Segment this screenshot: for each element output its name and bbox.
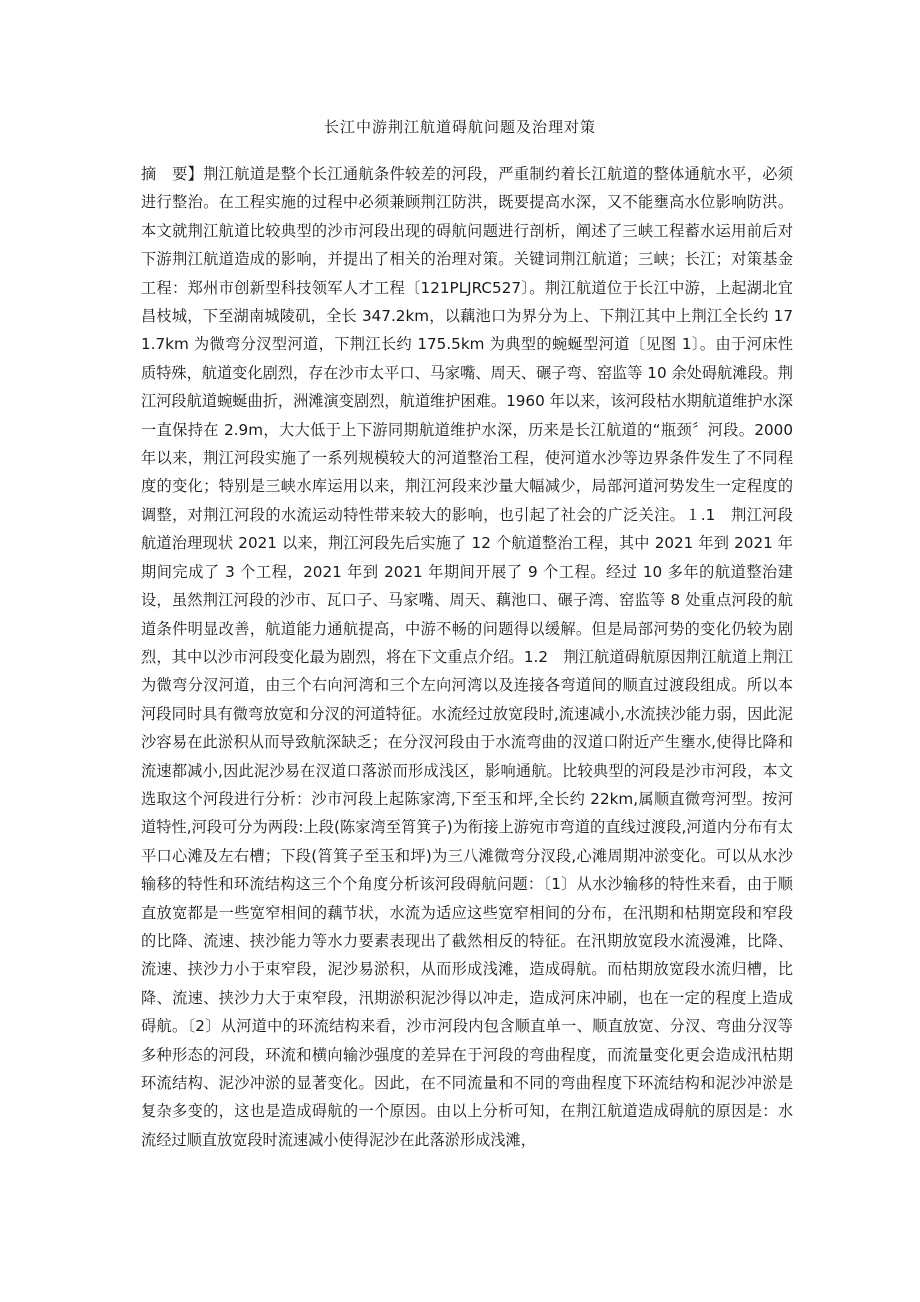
document-body: 摘 要】荆江航道是整个长江通航条件较差的河段，严重制约着长江航道的整体通航水平，必须进行整治。在工程实施的过程中必须兼顾荆江防洪，既要提高水深，又不能壅高水位影响防洪。本文就荆江航道比较典型的沙市河段出现的碍航问题进行剖析，阐述了三峡工程蓄水运用前后对下游荆江航道造成的影响，并提出了相关的治理对策。关键词荆江航道；三峡；长江；对策基金工程：郑州市创新型科技领军人才工程〔121PLJRC527〕。荆江航道位于长江中游，上起湖北宜昌枝城，下至湖南城陵矶，全长 347.2km，以藕池口为界分为上、下荆江其中上荆江全长约 171.7km 为微弯分汊型河道，下荆江长约 175.5km 为典型的蜿蜒型河道〔见图 1〕。由于河床性质特殊，航道变化剧烈，存在沙市太平口、马家嘴、周天、碾子弯、窑监等 10 余处碍航滩段。荆江河段航道蜿蜒曲折，洲滩演变剧烈，航道维护困难。1960 年以来，该河段枯水期航道维护水深一直保持在 2.9m，大大低于上下游同期航道维护水深，历来是长江航道的“瓶颈〞河段。2000 年以来，荆江河段实施了一系列规模较大的河道整治工程，使河道水沙等边界条件发生了不同程度的变化；特别是三峡水库运用以来，荆江河段来沙量大幅减少，局部河道河势发生一定程度的调整，对荆江河段的水流运动特性带来较大的影响，也引起了社会的广泛关注。１.1 荆江河段航道治理现状 2021 以来，荆江河段先后实施了 12 个航道整治工程，其中 2021 年到 2021 年期间完成了 3 个工程，2021 年到 2021 年期间开展了 9 个工程。经过 10 多年的航道整治建设，虽然荆江河段的沙市、瓦口子、马家嘴、周天、藕池口、碾子湾、窑监等 8 处重点河段的航道条件明显改善，航道能力通航提高，中游不畅的问题得以缓解。但是局部河势的变化仍较为剧烈，其中以沙市河段变化最为剧烈，将在下文重点介绍。1.2 荆江航道碍航原因荆江航道上荆江为微弯分汊河道，由三个右向河湾和三个左向河湾以及连接各弯道间的顺直过渡段组成。所以本河段同时具有微弯放宽和分汊的河道特征。水流经过放宽段时,流速减小,水流挟沙能力弱，因此泥沙容易在此淤积从而导致航深缺乏；在分汊河段由于水流弯曲的汊道口附近产生壅水,使得比降和流速都减小,因此泥沙易在汊道口落淤而形成浅区，影响通航。比较典型的河段是沙市河段，本文选取这个河段进行分析：沙市河段上起陈家湾,下至玉和坪,全长约 22km,属顺直微弯河型。按河道特性,河段可分为两段:上段(陈家湾至筲箕子)为衔接上游宛市弯道的直线过渡段,河道内分布有太平口心滩及左右槽；下段(筲箕子至玉和坪)为三八滩微弯分汊段,心滩周期冲淤变化。可以从水沙输移的特性和环流结构这三个个角度分析该河段碍航问题：〔1〕从水沙输移的特性来看，由于顺直放宽都是一些宽窄相间的藕节状，水流为适应这些宽窄相间的分布，在汛期和枯期宽段和窄段的比降、流速、挟沙能力等水力要素表现出了截然相反的特征。在汛期放宽段水流漫滩，比降、流速、挟沙力小于束窄段，泥沙易淤积，从而形成浅滩，造成碍航。而枯期放宽段水流归槽，比降、流速、挟沙力大于束窄段，汛期淤积泥沙得以冲走，造成河床冲刷，也在一定的程度上造成碍航。〔2〕从河道中的环流结构来看，沙市河段内包含顺直单一、顺直放宽、分汊、弯曲分汊等多种形态的河段，环流和横向输沙强度的差异在于河段的弯曲程度，而流量变化更会造成汛枯期环流结构、泥沙冲淤的显著变化。因此，在不同流量和不同的弯曲程度下环流结构和泥沙冲淤是复杂多变的，这也是造成碍航的一个原因。由以上分析可知，在荆江航道造成碍航的原因是：水流经过顺直放宽段时流速减小使得泥沙在此落淤形成浅滩， <box>141 165 793 1149</box>
document-title: 长江中游荆江航道碍航问题及治理对策 <box>323 118 596 136</box>
